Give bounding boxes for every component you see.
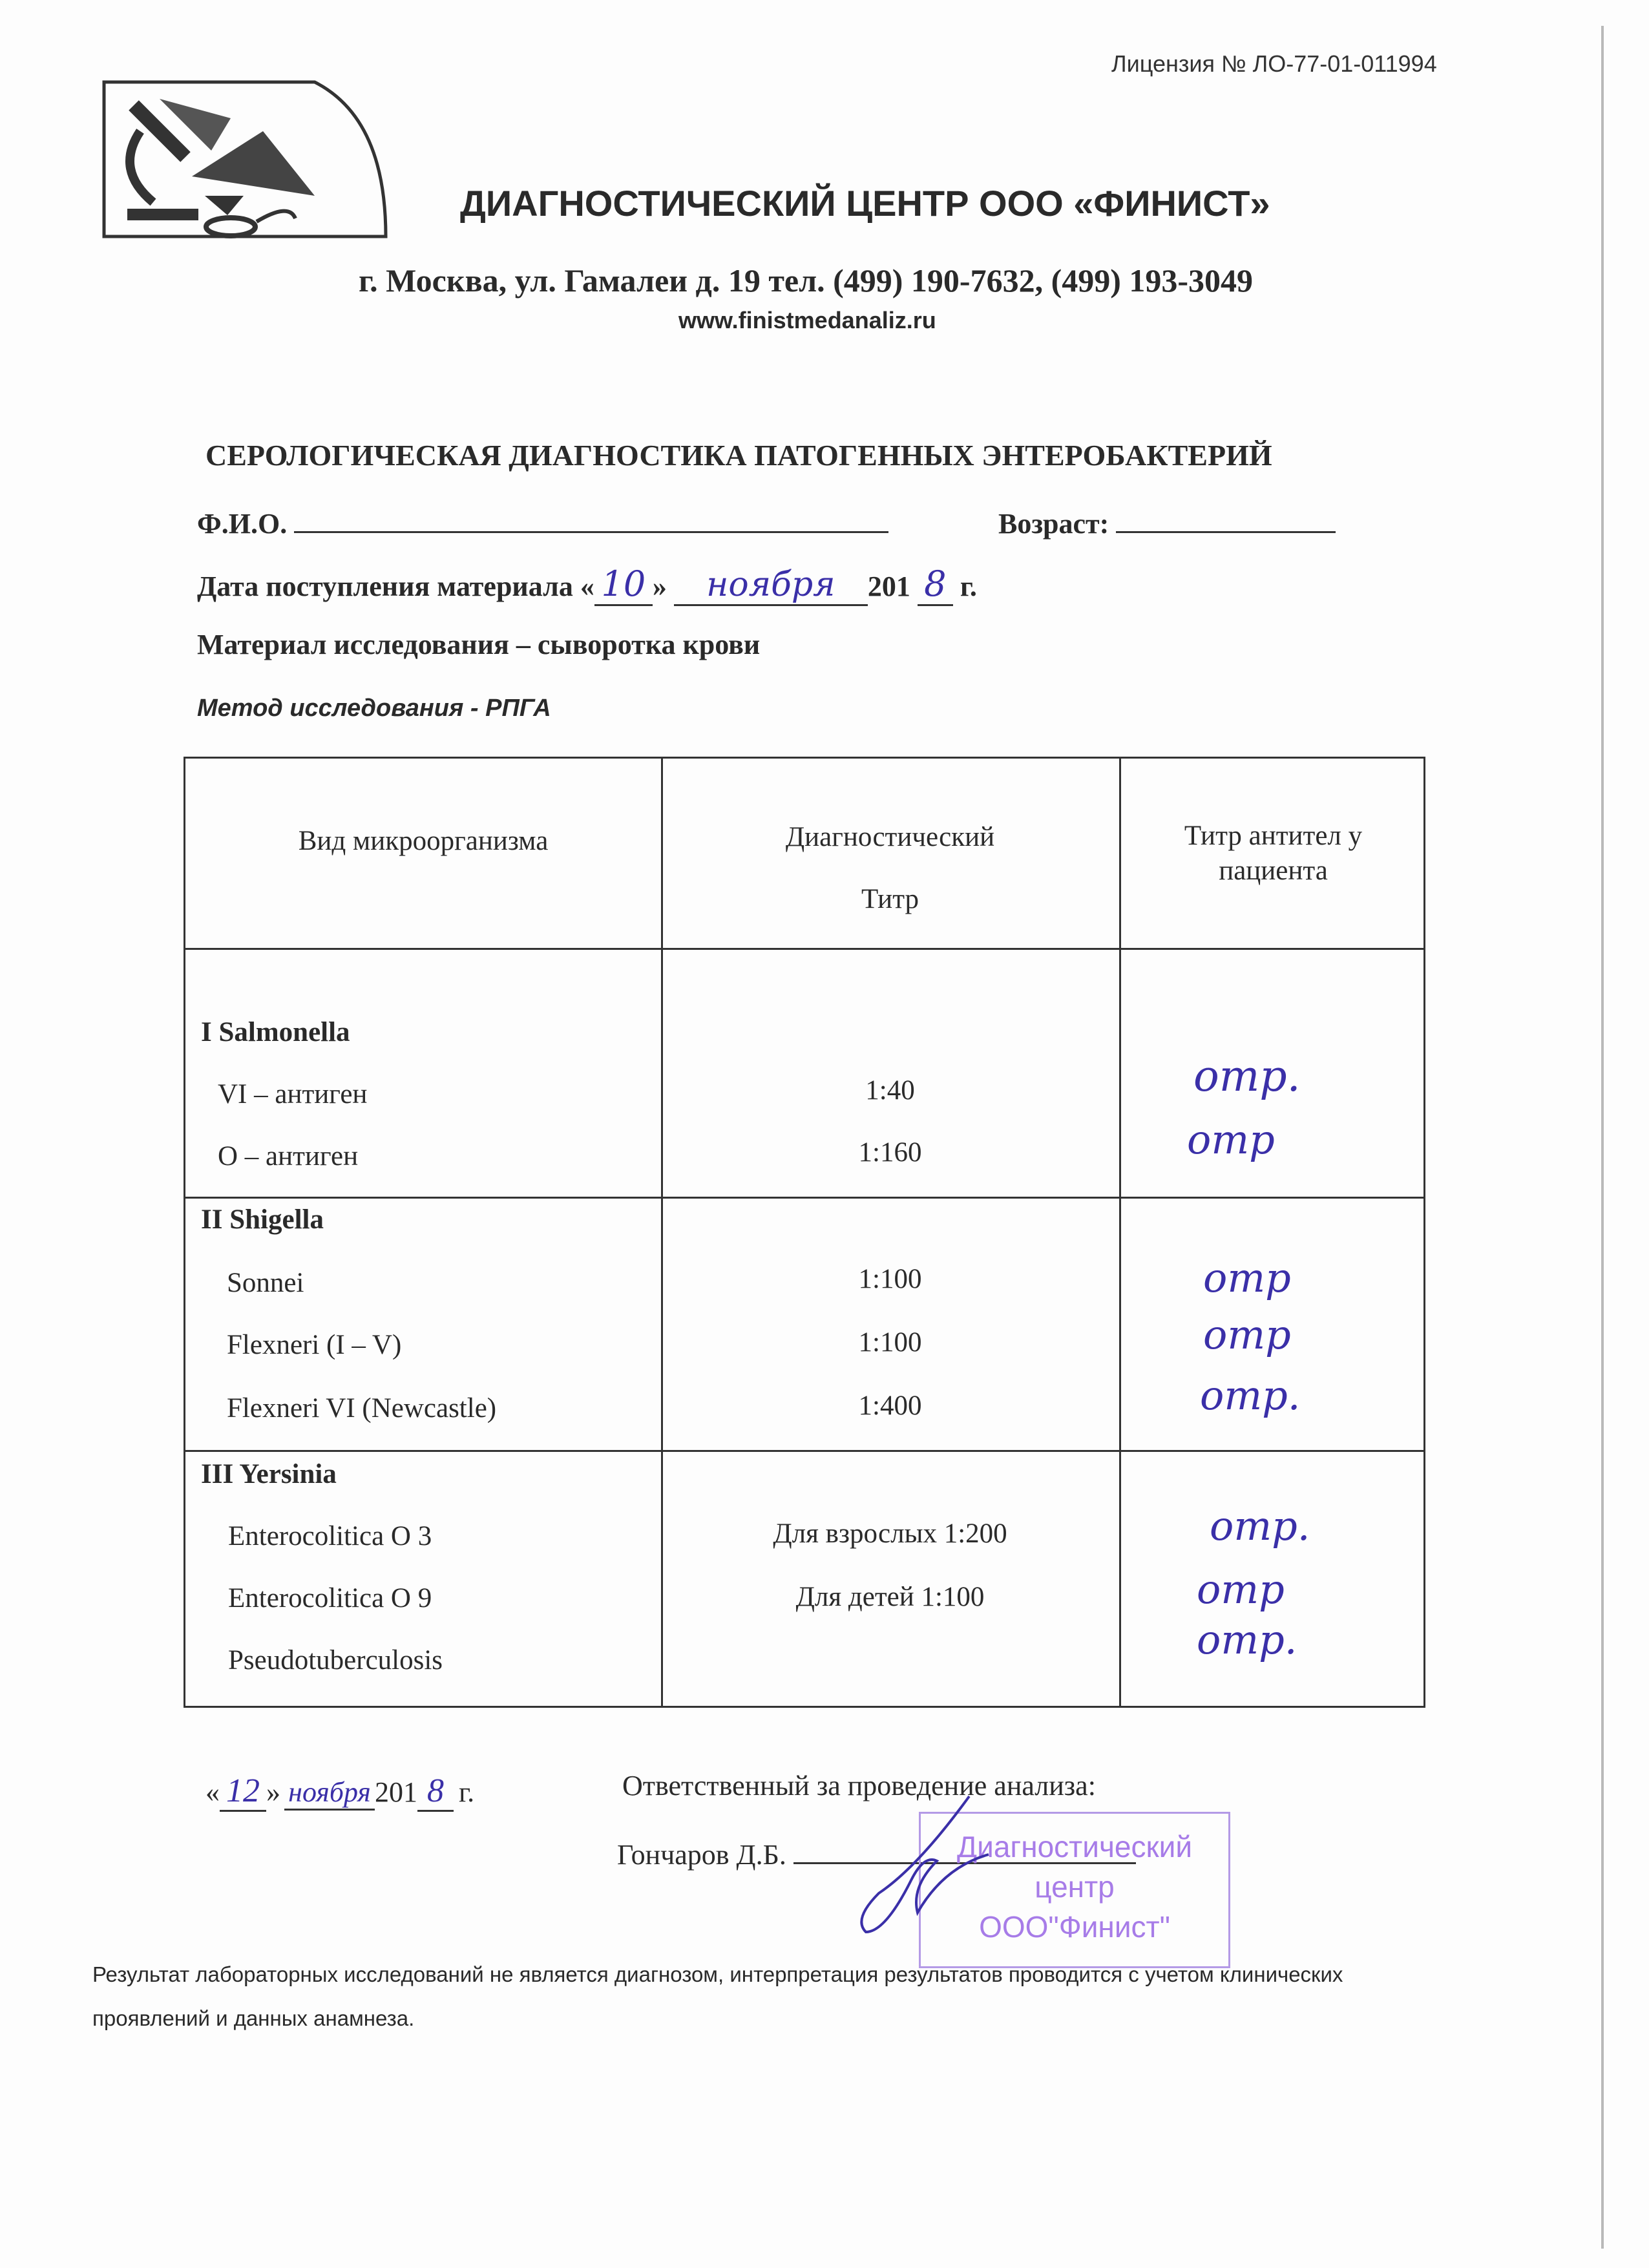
organism-name: Flexneri VI (Newcastle) xyxy=(227,1393,497,1423)
year-prefix: 201 xyxy=(375,1776,417,1808)
diagnostic-titer: 1:160 xyxy=(858,1137,922,1168)
date-label: Дата поступления материала « xyxy=(197,571,594,602)
organism-name: Enterocolitica O 9 xyxy=(228,1583,432,1613)
date-month[interactable]: ноября xyxy=(674,565,868,606)
disclaimer-line-2: проявлений и данных анамнеза. xyxy=(92,2006,415,2030)
analysis-day[interactable]: 12 xyxy=(220,1772,266,1812)
disclaimer-line-1: Результат лабораторных исследований не является диагнозом, интерпретация результатов проводится с учетом клинических xyxy=(92,1962,1343,1986)
method-line: Метод исследования - РПГА xyxy=(197,695,551,722)
diagnostic-titer: 1:100 xyxy=(858,1264,922,1294)
organism-name: Pseudotuberculosis xyxy=(228,1645,443,1675)
responsible-name: Гончаров Д.Б. xyxy=(617,1839,786,1871)
age-field[interactable] xyxy=(1116,503,1336,533)
quote-close: » xyxy=(266,1776,280,1808)
year-suffix-g: г. xyxy=(459,1776,475,1808)
patient-result: отр. xyxy=(1200,1372,1301,1419)
patient-result: отр xyxy=(1203,1254,1291,1301)
organism-name: Enterocolitica O 3 xyxy=(228,1521,432,1551)
header-organism: Вид микроорганизма xyxy=(298,826,549,856)
website-link[interactable]: www.finistmedanaliz.ru xyxy=(678,307,936,333)
age-row xyxy=(998,503,1336,540)
fio-label: Ф.И.О. xyxy=(197,508,288,540)
header-patient-titer: Титр антител у xyxy=(1184,821,1363,851)
date-received-row xyxy=(197,563,977,606)
analysis-year[interactable]: 8 xyxy=(417,1772,454,1812)
finist-logo-icon xyxy=(101,79,391,239)
patient-result: отр. xyxy=(1210,1502,1310,1549)
diagnostic-titer: Для взрослых 1:200 xyxy=(773,1518,1007,1549)
signature-icon xyxy=(840,1790,995,1938)
responsible-label: Ответственный за проведение анализа: xyxy=(622,1770,1096,1801)
header-diagnostic: Диагностический xyxy=(785,822,995,852)
section-title: СЕРОЛОГИЧЕСКАЯ ДИАГНОСТИКА ПАТОГЕННЫХ ЭНТЕРОБАКТЕРИЙ xyxy=(205,439,1272,472)
stamp-line: центр xyxy=(1035,1870,1115,1904)
organism-name: O – антиген xyxy=(218,1141,359,1171)
header-titer: Титр xyxy=(861,884,919,914)
diagnostic-titer: Для детей 1:100 xyxy=(795,1582,985,1612)
license-number: Лицензия № ЛО-77-01-011994 xyxy=(1111,50,1437,77)
patient-result: отр. xyxy=(1193,1051,1301,1101)
stamp-line: Диагностический xyxy=(956,1830,1193,1864)
scan-edge xyxy=(1601,26,1604,2249)
address-phone: г. Москва, ул. Гамалеи д. 19 тел. (499) 190-7632, (499) 193-3049 xyxy=(359,262,1254,299)
organism-name: Sonnei xyxy=(227,1268,304,1298)
quote-open: « xyxy=(205,1776,220,1808)
diagnostic-titer: 1:40 xyxy=(865,1075,915,1106)
diagnostic-titer: 1:400 xyxy=(858,1391,922,1421)
patient-result: отр. xyxy=(1197,1616,1297,1663)
organism-name: VI – антиген xyxy=(218,1079,368,1109)
analysis-date xyxy=(205,1772,474,1812)
fio-row xyxy=(197,503,888,540)
stamp-line: ООО"Финист" xyxy=(979,1910,1170,1944)
analysis-month[interactable]: ноября xyxy=(284,1776,375,1811)
diagnostic-titer: 1:100 xyxy=(858,1327,922,1358)
fio-field[interactable] xyxy=(294,503,888,533)
header-patient-titer-2: пациента xyxy=(1219,856,1328,886)
year-prefix: 201 xyxy=(867,571,910,602)
patient-result: отр xyxy=(1197,1566,1285,1613)
organism-name: Flexneri (I – V) xyxy=(227,1330,402,1360)
group-salmonella: I Salmonella xyxy=(201,1017,350,1047)
results-table xyxy=(184,757,1425,1708)
patient-result: отр xyxy=(1187,1116,1275,1163)
center-title: ДИАГНОСТИЧЕСКИЙ ЦЕНТР ООО «ФИНИСТ» xyxy=(460,183,1270,224)
group-yersinia: III Yersinia xyxy=(201,1459,337,1489)
group-shigella: II Shigella xyxy=(201,1204,324,1235)
year-suffix-g: г. xyxy=(960,571,977,602)
date-year[interactable]: 8 xyxy=(918,563,953,606)
quote-close: » xyxy=(652,571,667,602)
material-line: Материал исследования – сыворотка крови xyxy=(197,629,761,660)
date-day[interactable]: 10 xyxy=(594,563,653,606)
age-label: Возраст: xyxy=(998,508,1109,540)
patient-result: отр xyxy=(1203,1311,1291,1358)
